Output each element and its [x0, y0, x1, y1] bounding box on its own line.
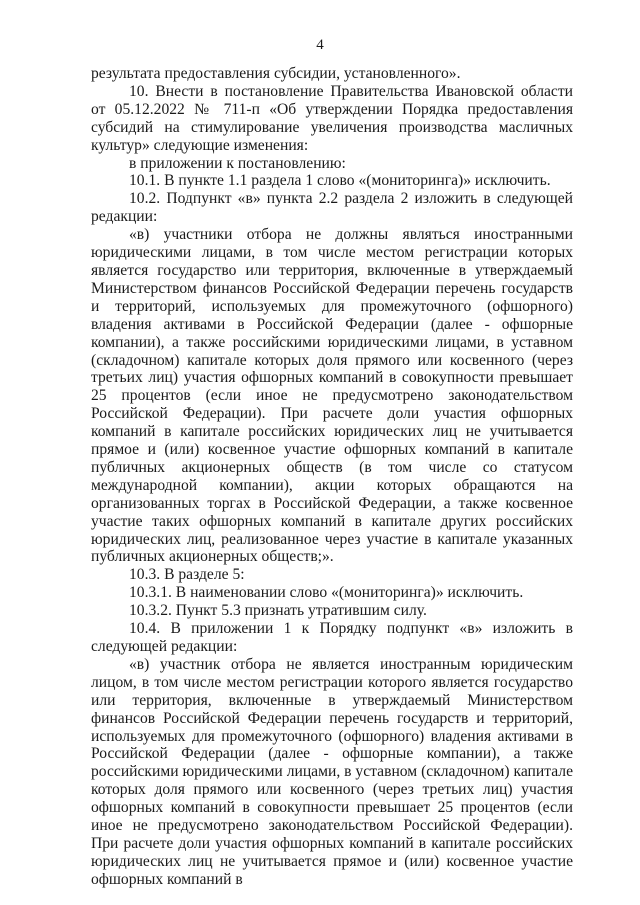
paragraph-item-10-3: 10.3. В разделе 5:	[129, 566, 245, 584]
paragraph-item-10-2: 10.2. Подпункт «в» пункта 2.2 раздела 2 изложить в следующей редакции:	[91, 190, 573, 226]
page-number: 4	[316, 37, 324, 53]
paragraph-item-10-1: 10.1. В пункте 1.1 раздела 1 слово «(мониторинга)» исключить.	[129, 172, 551, 190]
paragraph-continuation: результата предоставления субсидии, установленного».	[91, 65, 461, 82]
paragraph-subitem-v-first: «в) участники отбора не должны являться иностранными юридическими лицами, в том числе местом регистрации которых является государство или территория, включенные в утверждаемый Министерством финансов Российской Федерации перечень государств и территорий, используемых для промежуточного (офшорного) владения активами в Российской Федерации (далее - офшорные компании), а также российскими юридическими лицами, в уставном (складочном) капитале которых доля прямого или косвенного (через третьих лиц) участия офшорных компаний в совокупности превышает 25 процентов (если иное не предусмотрено законодательством Российской Федерации). При расчете доли участия офшорных компаний в капитале российских юридических лиц не учитывается прямое и (или) косвенное участие офшорных компаний в капитале публичных акционерных обществ (в том числе со статусом международной компании), акции которых обращаются на организованных торгах в Российской Федерации, а также косвенное участие таких офшорных компаний в капитале других российских юридических лиц, реализованное через участие в капитале указанных публичных акционерных обществ;».	[91, 226, 573, 566]
paragraph-item-10: 10. Внести в постановление Правительства Ивановской области от 05.12.2022 № 711-п «Об утверждении Порядка предоставления субсидий на стимулирование увеличения производства масличных культур» следующие изменения:	[91, 82, 573, 154]
paragraph-item-10-4: 10.4. В приложении 1 к Порядку подпункт «в» изложить в следующей редакции:	[91, 620, 573, 655]
paragraph-item-10-3-1: 10.3.1. В наименовании слово «(мониторинга)» исключить.	[129, 584, 524, 602]
paragraph-item-10-3-2: 10.3.2. Пункт 5.3 признать утратившим силу.	[129, 602, 427, 620]
paragraph-subitem-v-second: «в) участник отбора не является иностранным юридическим лицом, в том числе местом регистрации которого является государство или территория, включенные в утверждаемый Министерством финансов Российской Федерации перечень государств и территорий, используемых для промежуточного (офшорного) владения активами в Российской Федерации (далее - офшорные компании), а также российскими юридическими лицами, в уставном (складочном) капитале которых доля прямого или косвенного (через третьих лиц) участия офшорных компаний в совокупности превышает 25 процентов (если иное не предусмотрено законодательством Российской Федерации). При расчете доли участия офшорных компаний в капитале российских юридических лиц не учитывается прямое и (или) косвенное участие офшорных компаний в	[91, 655, 573, 888]
document-body	[91, 65, 573, 889]
paragraph-appendix-intro: в приложении к постановлению:	[129, 154, 346, 172]
